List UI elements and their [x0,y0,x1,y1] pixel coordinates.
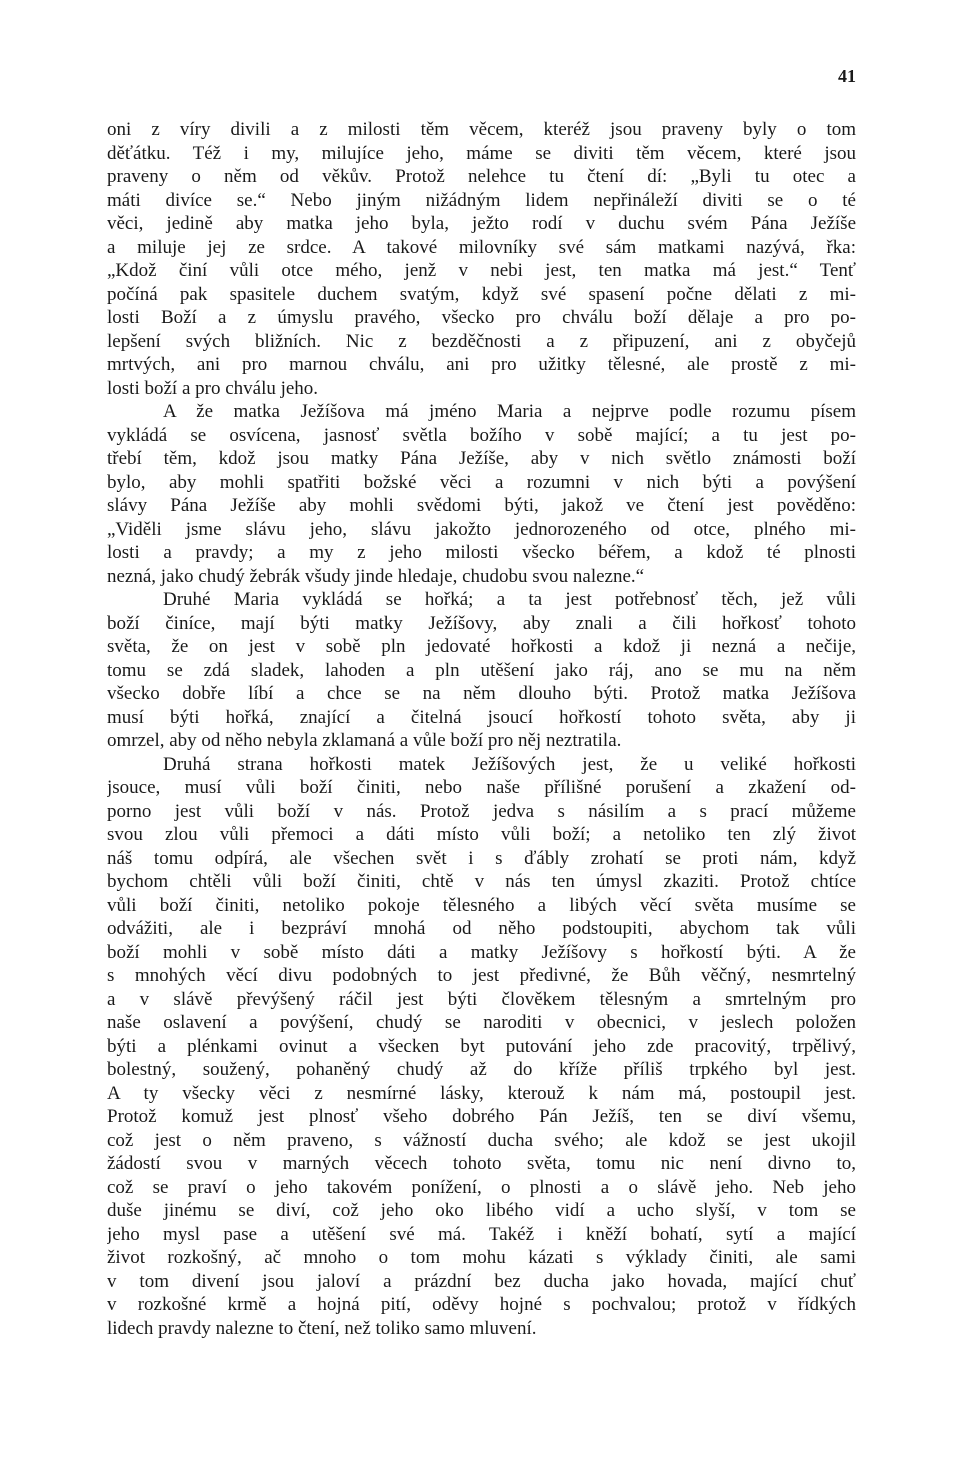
text-line: losti a pravdy; a my z jeho milosti všecko béřem, a kdož té plnosti [107,542,856,563]
text-line: bolestný, soužený, pohaněný chudý až do kříže příliš trpkého byl jest. [107,1059,856,1080]
text-line: losti boží a pro chválu jeho. [107,377,319,399]
text-line: lidech pravdy nalezne to čtení, než toliko samo mluvení. [107,1317,537,1339]
text-line: děťátku. Též i my, milujíce jeho, máme se diviti těm věcem, které jsou [107,142,856,164]
text-line: máti divíce se.“ Nebo jiným nižádným lidem nepřináleží diviti se o té [107,189,856,211]
text-line: všecko dobře líbí a chce se na něm dlouho býti. Protož matka Ježíšova [107,683,856,704]
text-line: život rozkošný, ač mnoho o tom mohu kázati s výklady činiti, ale sami [107,1247,856,1268]
text-line: A ty všecky věci z nesmírné lásky, kterouž k nám má, postoupil jest. [107,1082,856,1104]
text-line: jsouce, musí vůli boží činiti, nebo naše přílišné porušení a zkažení od- [107,777,856,798]
text-line: věci, jedině aby matka jeho byla, ježto rodí v duchu svém Pána Ježíše [107,213,856,234]
text-line: vůli boží činiti, netoliko pokoje tělesného a libých věcí světa musíme se [107,894,856,916]
text-line: „Kdož činí vůli otce mého, jenž v nebi jest, ten matka má jest.“ Tenť [107,260,856,281]
text-line: svou zlou vůli přemoci a dáti místo vůli boží; a netoliko ten zlý život [107,824,856,845]
text-line: losti Boží a z úmyslu pravého, všecko pro chválu boží dělaje a pro po- [107,307,856,328]
text-line: vykládá se osvícena, jasnosť světla božího v sobě mající; a tu jest po- [107,424,856,446]
text-line: býti a plénkami ovinut a všecken byt putování jeho zde pracovitý, trpělivý, [107,1035,856,1057]
text-line: mrtvých, ani pro marnou chválu, ani pro užitky tělesné, ale prostě z mi- [107,354,856,375]
text-line: žádostí svou v marných věcech tohoto světa, tomu nic není divno to, [107,1153,856,1174]
text-line: v rozkošné krmě a hojná pití, oděvy hojné s pochvalou; protož v řídkých [107,1294,856,1315]
text-line: a v slávě převýšený ráčil jest býti člověkem tělesným a smrtelným pro [107,988,856,1010]
text-line: „Viděli jsme slávu jeho, slávu jakožto jednorozeného od otce, plného mi- [107,518,856,540]
text-line: třebí těm, kdož jsou matky Pána Ježíše, aby v nich světlo známosti boží [107,448,856,469]
text-line: boží mohli v sobě místo dáti a matky Ježíšovy s hořkostí býti. A že [107,941,856,963]
text-line: omrzel, aby od něho nebyla zklamaná a vůle boží pro něj neztratila. [107,730,622,751]
text-line: jeho mysl pase a utěšení své má. Takéž i kněží bohatí, sytí a mající [107,1223,856,1245]
page-number: 41 [838,66,856,86]
text-line: bylo, aby mohli spatřiti božské věci a rozumni v nich býti a povýšení [107,471,856,493]
text-line: bychom chtěli vůli boží činiti, chtě v nás ten úmysl zkaziti. Protož chtíce [107,871,856,892]
body-text [107,118,856,1340]
text-line: s mnohých věcí divu podobných to jest předivné, že Bůh věčný, nesmrtelný [107,965,856,986]
text-line: A že matka Ježíšova má jméno Maria a nejprve podle rozumu písem [163,401,856,422]
text-line: praveny o něm od věkův. Protož nelehce tu čtení dí: „Byli tu otec a [107,166,856,187]
text-line: náš tomu odpírá, ale všechen svět i s ďábly zrohatí se proti nám, když [107,847,856,869]
text-line: odvážiti, ale i bezpráví mnohá od něho podstoupiti, abychom tak vůli [107,918,856,939]
text-line: což jest o něm praveno, s vážností ducha svého; ale kdož se jest ukojil [107,1129,856,1151]
text-line: tomu se zdá sladek, lahoden a pln utěšení jako ráj, ano se mu na něm [107,659,856,681]
text-line: Druhá strana hořkosti matek Ježíšových jest, že u veliké hořkosti [163,753,856,775]
text-line: světa, že on jest v sobě pln jedovaté hořkosti a kdož ji nezná a nečije, [107,636,856,657]
text-line: boží činíce, mají býti matky Ježíšovy, aby znali a čili hořkosť tohoto [107,612,856,634]
text-line: musí býti hořká, znající a čitelná jsoucí hořkostí tohoto světa, aby ji [107,706,856,728]
text-line: porno jest vůli boží v nás. Protož jedva s násilím a s prací můžeme [107,800,856,822]
text-line: naše oslavení a povýšení, chudý se naroditi v obecnici, v jeslech položen [107,1012,856,1033]
text-line: duše jinému se diví, což jeho oko libého vidí a ucho slyší, v tom se [107,1200,856,1221]
text-line: lepšení svých bližních. Nic z bezděčnosti a z připuzení, ani z obyčejů [107,330,856,352]
text-line: slávy Pána Ježíše aby mohli svědomi býti, jakož ve čtení jest pověděno: [107,495,856,516]
text-line: což se praví o jeho takovém ponížení, o plnosti a o slávě jeho. Neb jeho [107,1176,856,1198]
text-line: a miluje jej ze srdce. A takové milovníky své sám matkami nazývá, řka: [107,236,856,258]
text-line: Protož komuž jest plnosť všeho dobrého Pán Ježíš, ten se diví všemu, [107,1106,856,1127]
text-line: oni z víry divili a z milosti těm věcem, kteréž jsou praveny byly o tom [107,119,856,140]
text-line: v tom divení jsou jaloví a prázdní bez ducha jako hovada, mající chuť [107,1270,856,1292]
text-line: počíná pak spasitele duchem svatým, když své spasení počne dělati z mi- [107,283,856,305]
text-line: nezná, jako chudý žebrák všudy jinde hledaje, chudobu svou nalezne.“ [107,565,645,587]
text-line: Druhé Maria vykládá se hořká; a ta jest potřebnosť těch, jež vůli [163,589,856,610]
